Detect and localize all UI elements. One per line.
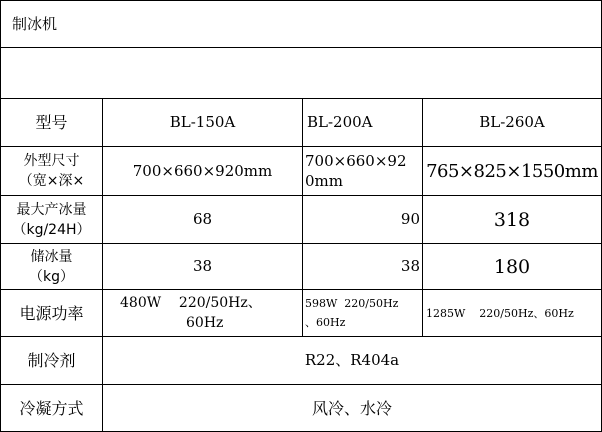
max-output-bl150a: 68	[192, 210, 213, 228]
value-line: 0mm	[305, 172, 343, 190]
label-max-output	[1, 196, 102, 243]
header-bl260a: BL-260A	[479, 113, 545, 131]
value-line: 、60Hz	[305, 316, 346, 329]
power-bl260a: 1285W 220/50Hz、60Hz	[426, 306, 574, 320]
label-line: （kg/24H）	[12, 221, 91, 238]
label-cooling: 冷凝方式	[19, 398, 84, 418]
value-line: 480W 220/50Hz、	[120, 295, 262, 311]
dimensions-bl150a: 700×660×920mm	[132, 161, 273, 180]
label-line: 外型尺寸	[23, 153, 80, 169]
label-line: （kg）	[29, 268, 74, 285]
storage-bl260a: 180	[493, 255, 531, 278]
label-refrigerant: 制冷剂	[27, 351, 76, 370]
header-bl200a: BL-200A	[307, 113, 373, 131]
label-dimensions	[1, 147, 102, 195]
max-output-bl260a: 318	[493, 208, 531, 231]
header-bl150a: BL-150A	[169, 113, 236, 131]
power-bl200a	[305, 290, 422, 336]
label-storage	[1, 244, 102, 289]
label-line: （宽×深×	[18, 173, 85, 189]
value-line: 598W 220/50Hz	[305, 297, 399, 310]
dimensions-bl200a	[305, 147, 422, 195]
dimensions-bl260a: 765×825×1550mm	[426, 160, 598, 182]
max-output-bl200a: 90	[400, 210, 420, 228]
table-title: 制冰机	[12, 14, 58, 33]
refrigerant-value: R22、R404a	[304, 351, 400, 369]
storage-bl200a: 38	[400, 257, 420, 275]
value-line: 700×660×92	[305, 152, 407, 170]
row-divider	[0, 47, 602, 48]
label-power: 电源功率	[19, 303, 84, 323]
cooling-value: 风冷、水冷	[311, 398, 392, 418]
label-line: 最大产冰量	[16, 201, 87, 218]
value-line: 60Hz	[186, 315, 224, 331]
header-model: 型号	[35, 113, 68, 132]
power-bl150a	[120, 290, 302, 336]
label-line: 储冰量	[30, 248, 73, 265]
storage-bl150a: 38	[192, 257, 213, 275]
